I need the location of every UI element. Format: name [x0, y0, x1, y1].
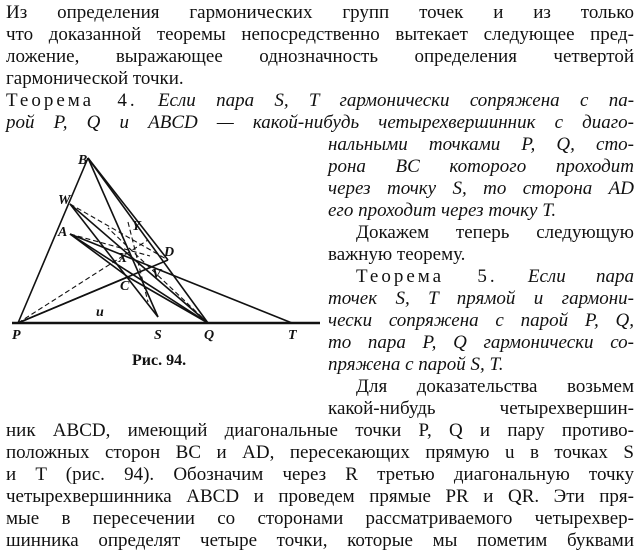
figure-94	[8, 152, 326, 342]
proof-line-6: шинника определят четыре точки, которые мы пометим буквами	[6, 530, 634, 551]
edge-BD	[88, 158, 168, 260]
label-Q: Q	[204, 328, 215, 342]
paragraph1-line-4: гармонической точки.	[6, 68, 184, 89]
theorem5-line-1	[356, 266, 634, 288]
proof-line-3: и T (рис. 94). Обозначим через R третью диагональную точку	[6, 464, 634, 485]
theorem4-side-1: нальными точками P, Q, сто-	[328, 134, 634, 155]
theorem5-heading: Теорема 5.	[356, 266, 498, 287]
label-W: W	[58, 193, 71, 208]
label-X: X	[118, 251, 128, 266]
label-A: A	[58, 225, 68, 240]
theorem4-text-1: Если пара S, T гармонически сопряжена с па-	[157, 90, 635, 111]
edge-AQ	[70, 234, 208, 323]
proof-side-1: Для доказательства возьмем	[356, 376, 634, 397]
label-B: B	[78, 153, 88, 168]
label-D: D	[164, 245, 175, 260]
transition-line-1: Докажем теперь следующую	[356, 222, 634, 243]
proof-line-5: мые в пересечении со сторонами рассматриваемого четырехвер-	[6, 508, 634, 529]
theorem5-line-3: чески сопряжена с парой P, Q,	[328, 310, 634, 331]
theorem5-text-1: Если пара	[527, 266, 634, 287]
label-V: V	[152, 267, 162, 282]
theorem4-side-4: его проходит через точку T.	[328, 200, 557, 221]
edge-WS	[70, 204, 158, 317]
figure-caption: Рис. 94.	[132, 352, 187, 369]
label-u: u	[96, 305, 104, 320]
theorem4-side-3: через точку S, то сторона AD	[328, 178, 634, 199]
theorem4-side-2: рона BC которого проходит	[328, 156, 634, 177]
proof-line-1: ник ABCD, имеющий диагональные точки P, Q и пару противо-	[6, 420, 634, 441]
label-S: S	[154, 328, 162, 342]
proof-side-2: какой-нибудь четырехвершин-	[328, 398, 634, 419]
figure-lines	[12, 158, 320, 323]
dashed-YX	[128, 222, 148, 302]
theorem5-line-2: точек S, T прямой и гармони-	[328, 288, 634, 309]
paragraph1-line-2: что доказанной теоремы непосредственно вытекает следующее пред-	[6, 24, 634, 45]
dashed-AV	[70, 234, 150, 256]
proof-line-2: положных сторон BC и AD, пересекающих прямую u в точках S	[6, 442, 634, 463]
transition-line-2: важную теорему.	[328, 244, 466, 265]
theorem5-line-4: то пара P, Q гармонически со-	[328, 332, 634, 353]
label-P: P	[12, 328, 21, 342]
paragraph1-line-3: ложение, выражающее однозначность определения четвертой	[6, 46, 634, 67]
theorem5-line-5: пряжена с парой S, T.	[328, 354, 504, 375]
label-Y: Y	[132, 219, 141, 234]
theorem4-heading: Теорема 4.	[6, 90, 138, 111]
proof-line-4: четырехвершинника ABCD и проведем прямые PR и QR. Эти пря-	[6, 486, 634, 507]
paragraph1-line-1: Из определения гармонических групп точек и из только	[6, 2, 634, 23]
theorem4-line-1	[6, 90, 634, 112]
label-T: T	[288, 328, 297, 342]
label-C: C	[120, 279, 130, 294]
theorem4-line-2: рой P, Q и ABCD — какой-нибудь четырехвершинник с диаго-	[6, 112, 634, 133]
